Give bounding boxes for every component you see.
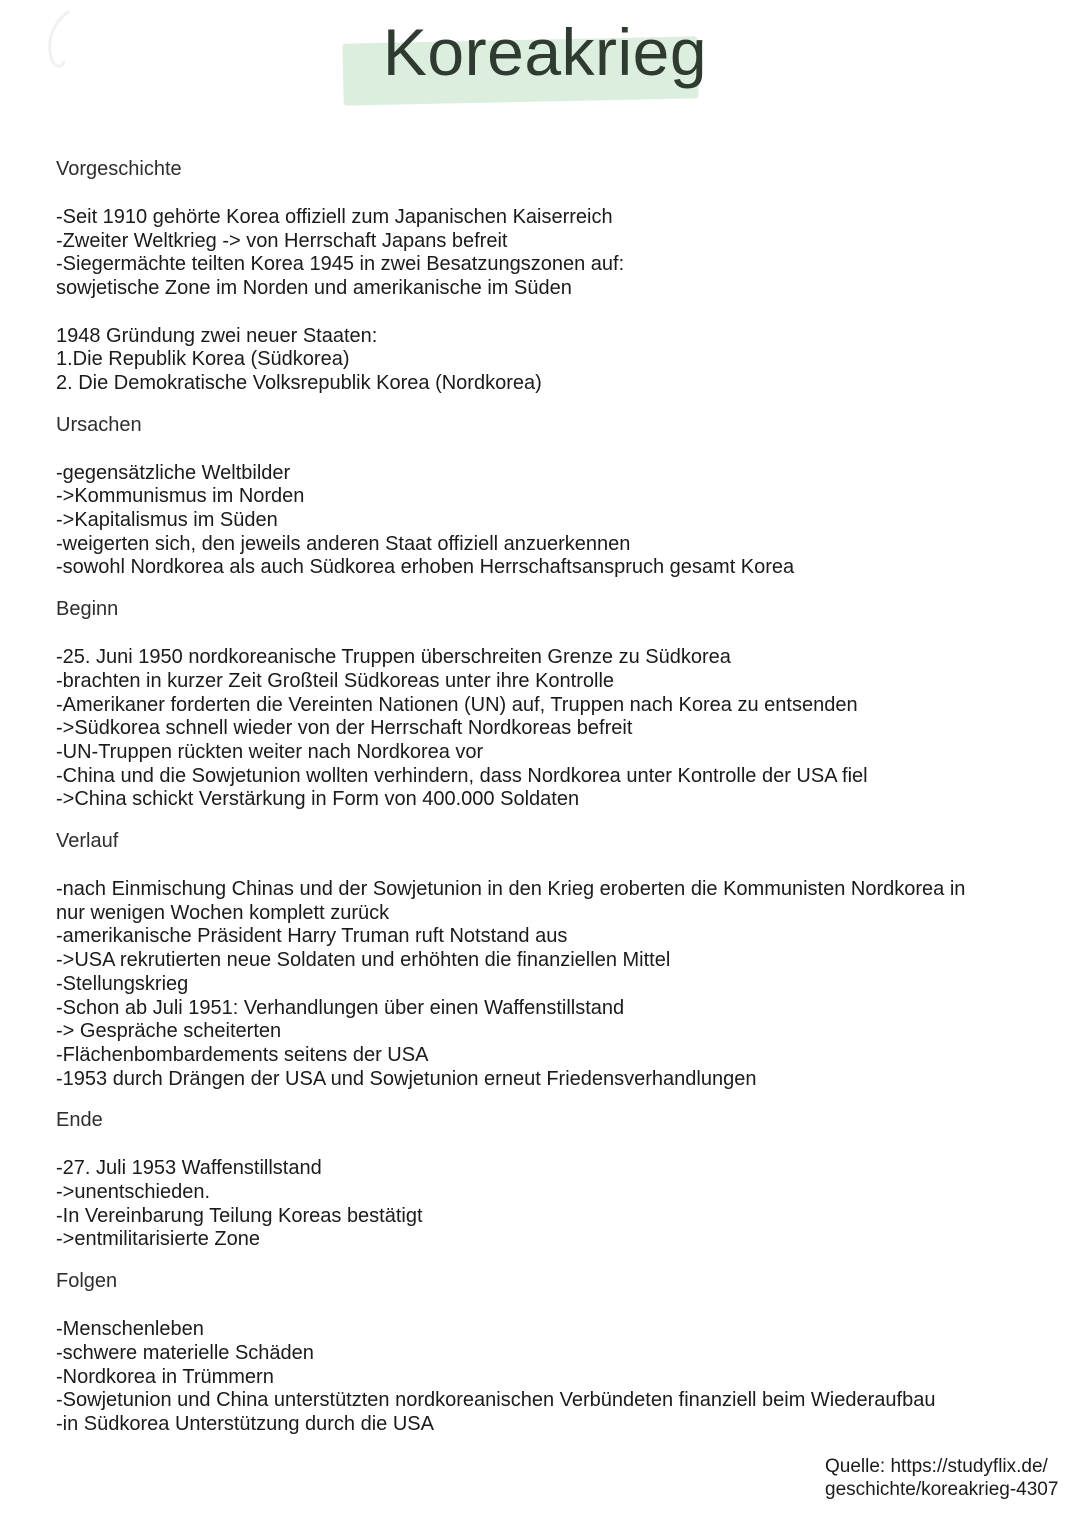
section-lines — [56, 878, 1036, 1091]
text-line: -> Gespräche scheiterten — [56, 1020, 282, 1043]
text-line: -weigerten sich, den jeweils anderen Staat offiziell anzuerkennen — [56, 532, 631, 555]
section-heading — [56, 1105, 111, 1136]
page-title: Koreakrieg — [382, 15, 708, 89]
text-line: -Menschenleben — [56, 1318, 204, 1341]
section-ursachen — [56, 410, 1036, 581]
text-line: -China und die Sowjetunion wollten verhindern, dass Nordkorea unter Kontrolle der USA fiel — [56, 764, 868, 787]
text-line: -sowohl Nordkorea als auch Südkorea erhoben Herrschaftsanspruch gesamt Korea — [56, 556, 795, 579]
section-heading — [56, 154, 190, 185]
text-line: 1.Die Republik Korea (Südkorea) — [56, 348, 350, 371]
title-container — [0, 14, 1080, 90]
text-line: sowjetische Zone im Norden und amerikanische im Süden — [56, 277, 572, 300]
text-line: -In Vereinbarung Teilung Koreas bestätigt — [56, 1204, 423, 1227]
section-lines — [56, 206, 1036, 396]
text-line: ->Kapitalismus im Süden — [56, 509, 278, 532]
section-heading — [56, 410, 150, 441]
document-body — [56, 154, 1036, 1451]
text-line: -Sowjetunion und China unterstützten nordkoreanischen Verbündeten finanziell beim Wiederaufbau — [56, 1389, 936, 1412]
section-heading-text: Beginn — [56, 598, 119, 621]
section-heading-text: Vorgeschichte — [56, 158, 182, 180]
text-line: -Zweiter Weltkrieg -> von Herrschaft Japans befreit — [56, 229, 508, 252]
text-line: -nach Einmischung Chinas und der Sowjetunion in den Krieg eroberten die Kommunisten Nordkorea in — [56, 878, 966, 901]
blank-line — [56, 301, 1036, 325]
text-line: ->Südkorea schnell wieder von der Herrschaft Nordkoreas befreit — [56, 717, 633, 740]
text-line: -Amerikaner forderten die Vereinten Nationen (UN) auf, Truppen nach Korea zu entsenden — [56, 693, 858, 716]
text-line: ->unentschieden. — [56, 1181, 211, 1204]
source-line-1: Quelle: https://studyflix.de/ — [825, 1456, 1048, 1477]
text-line: -UN-Truppen rückten weiter nach Nordkorea vor — [56, 740, 484, 763]
text-line: -brachten in kurzer Zeit Großteil Südkoreas unter ihre Kontrolle — [56, 669, 615, 692]
text-line: ->entmilitarisierte Zone — [56, 1228, 260, 1251]
text-line: -schwere materielle Schäden — [56, 1341, 314, 1364]
section-heading-text: Ursachen — [56, 413, 142, 436]
section-heading-text: Verlauf — [56, 830, 119, 853]
section-heading — [56, 826, 126, 857]
text-line: ->Kommunismus im Norden — [56, 485, 305, 508]
text-line: -Seit 1910 gehörte Korea offiziell zum Japanischen Kaiserreich — [56, 206, 613, 228]
section-heading — [56, 1266, 125, 1297]
source-line-2: geschichte/koreakrieg-4307 — [825, 1479, 1059, 1500]
section-lines — [56, 646, 1036, 812]
section-lines — [56, 462, 1036, 581]
text-line: ->China schickt Verstärkung in Form von 400.000 Soldaten — [56, 788, 580, 811]
section-heading-text: Ende — [56, 1109, 103, 1132]
text-line: ->USA rekrutierten neue Soldaten und erhöhten die finanziellen Mittel — [56, 949, 671, 972]
text-line: -Siegermächte teilten Korea 1945 in zwei Besatzungszonen auf: — [56, 253, 625, 276]
text-line: -amerikanische Präsident Harry Truman ruft Notstand aus — [56, 925, 568, 948]
text-line: -Flächenbombardements seitens der USA — [56, 1043, 429, 1066]
text-line: -27. Juli 1953 Waffenstillstand — [56, 1157, 322, 1180]
section-vorgeschichte — [56, 154, 1036, 396]
text-line: 1948 Gründung zwei neuer Staaten: — [56, 324, 378, 347]
text-line: nur wenigen Wochen komplett zurück — [56, 901, 390, 924]
section-beginn — [56, 594, 1036, 812]
section-lines — [56, 1318, 1036, 1437]
text-line: -Stellungskrieg — [56, 972, 189, 995]
text-line: -gegensätzliche Weltbilder — [56, 461, 291, 484]
text-line: 2. Die Demokratische Volksrepublik Korea (Nordkorea) — [56, 371, 542, 394]
section-lines — [56, 1157, 1036, 1252]
text-line: -Nordkorea in Trümmern — [56, 1365, 274, 1388]
text-line: -25. Juni 1950 nordkoreanische Truppen überschreiten Grenze zu Südkorea — [56, 646, 731, 669]
text-line: -Schon ab Juli 1951: Verhandlungen über einen Waffenstillstand — [56, 996, 625, 1019]
section-heading-text: Folgen — [56, 1270, 118, 1293]
section-heading — [56, 594, 126, 625]
section-verlauf — [56, 826, 1036, 1091]
section-folgen — [56, 1266, 1036, 1437]
source-citation — [825, 1455, 1058, 1501]
text-line: -1953 durch Drängen der USA und Sowjetunion erneut Friedensverhandlungen — [56, 1067, 757, 1090]
section-ende — [56, 1105, 1036, 1252]
text-line: -in Südkorea Unterstützung durch die USA — [56, 1413, 434, 1435]
